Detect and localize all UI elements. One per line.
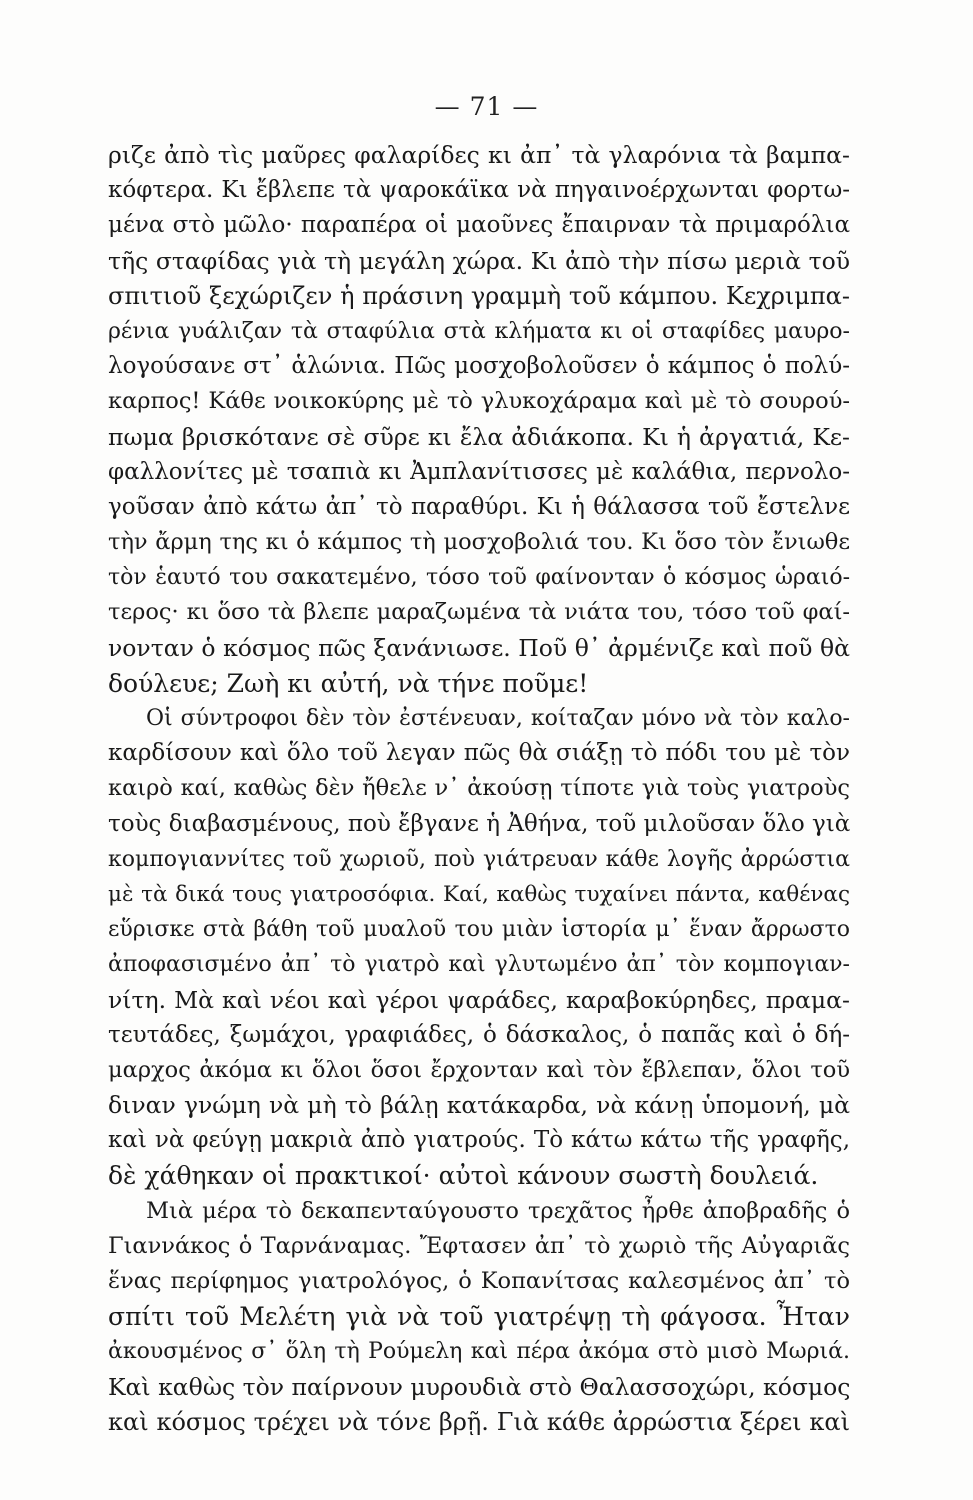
page-number: — 71 — — [434, 92, 539, 121]
text-line: τερος· κι ὅσο τὰ βλεπε μαραζωμένα τὰ νιάτα του, τόσο τοῦ φαί- — [108, 599, 850, 626]
text-line: κομπογιαννίτες τοῦ χωριοῦ, ποὺ γιάτρευαν κάθε λογῆς ἀρρώστια — [108, 846, 850, 872]
text-line: κόφτερα. Κι ἔβλεπε τὰ ψαροκάϊκα νὰ πηγαινοέρχωνται φορτω- — [108, 177, 850, 204]
text-line: καὶ νὰ φεύγῃ μακριὰ ἀπὸ γιατρούς. Τὸ κάτω κάτω τῆς γραφῆς, — [108, 1127, 850, 1154]
text-line: νονταν ὁ κόσμος πῶς ξανάνιωσε. Ποῦ θ᾿ ἀρμένιζε καὶ ποῦ θὰ — [108, 633, 850, 662]
text-line: Μιὰ μέρα τὸ δεκαπενταύγουστο τρεχᾶτος ἦρθε ἀποβραδῆς ὁ — [146, 1197, 850, 1224]
text-line: μαρχος ἀκόμα κι ὅλοι ὅσοι ἔρχονταν καὶ τὸν ἔβλεπαν, ὅλοι τοῦ — [108, 1056, 850, 1083]
text-line: καὶ κόσμος τρέχει νὰ τόνε βρῇ. Γιὰ κάθε ἀρρώστια ξέρει καὶ — [108, 1407, 850, 1436]
body-text — [108, 138, 850, 1440]
text-line: διναν γνώμη νὰ μὴ τὸ βάλῃ κατάκαρδα, νὰ κάνῃ ὑπομονή, μὰ — [108, 1091, 850, 1120]
text-line: ἕνας περίφημος γιατρολόγος, ὁ Κοπανίτσας καλεσμένος ἀπ᾿ τὸ — [108, 1268, 850, 1294]
text-line: τὴν ἄρμη της κι ὁ κάμπος τὴ μοσχοβολιά του. Κι ὅσο τὸν ἔνιωθε — [108, 529, 850, 556]
text-line: καρπος! Κάθε νοικοκύρης μὲ τὸ γλυκοχάραμα καὶ μὲ τὸ σουρού- — [108, 388, 850, 415]
text-line: καρδίσουν καὶ ὅλο τοῦ λεγαν πῶς θὰ σιάξῃ τὸ πόδι του μὲ τὸν — [108, 740, 850, 767]
text-line: μὲ τὰ δικά τους γιατροσόφια. Καί, καθὼς τυχαίνει πάντα, καθένας — [108, 881, 850, 907]
text-line: καιρὸ καί, καθὼς δὲν ἤθελε ν᾿ ἀκούσῃ τίποτε γιὰ τοὺς γιατροὺς — [108, 775, 850, 802]
text-line: τῆς σταφίδας γιὰ τὴ μεγάλη χώρα. Κι ἀπὸ τὴν πίσω μεριὰ τοῦ — [108, 246, 850, 275]
text-line: μένα στὸ μῶλο· παραπέρα οἱ μαοῦνες ἔπαιρναν τὰ πριμαρόλια — [108, 212, 850, 239]
text-line: νίτη. Μὰ καὶ νέοι καὶ γέροι ψαράδες, καραβοκύρηδες, πραμα- — [108, 985, 850, 1014]
text-line: τοὺς διαβασμένους, ποὺ ἔβγανε ἡ Ἀθήνα, τοῦ μιλοῦσαν ὅλο γιὰ — [108, 810, 851, 837]
text-line: ἀποφασισμένο ἀπ᾿ τὸ γιατρὸ καὶ γλυτωμένο ἀπ᾿ τὸν κομπογιαν- — [108, 952, 850, 978]
text-line: Γιαννάκος ὁ Ταρνάναμας. Ἔφτασεν ἀπ᾿ τὸ χωριὸ τῆς Αὐγαριᾶς — [108, 1232, 850, 1259]
text-line: εὕρισκε στὰ βάθη τοῦ μυαλοῦ του μιὰν ἱστορία μ᾿ ἕναν ἄρρωστο — [108, 917, 850, 943]
text-line: φαλλονίτες μὲ τσαπιὰ κι Ἀμπλανίτισσες μὲ καλάθια, περνολο- — [108, 458, 850, 485]
text-line: πωμα βρισκότανε σὲ σῦρε κι ἔλα ἀδιάκοπα. Κι ἡ ἀργατιά, Κε- — [108, 422, 850, 451]
text-line: Καὶ καθὼς τὸν παίρνουν μυρουδιὰ στὸ Θαλασσοχώρι, κόσμος — [108, 1372, 851, 1401]
text-line: τὸν ἑαυτό του σακατεμένο, τόσο τοῦ φαίνονταν ὁ κόσμος ὡραιό- — [108, 565, 850, 591]
text-line: τευτάδες, ξωμάχοι, γραφιάδες, ὁ δάσκαλος, ὁ παπᾶς καὶ ὁ δή- — [108, 1021, 850, 1048]
text-line: δὲ χάθηκαν οἱ πρακτικοί· αὐτοὶ κάνουν σωστὴ δουλειά. — [108, 1161, 819, 1191]
text-line: δούλευε; Ζωὴ κι αὐτή, νὰ τήνε ποῦμε! — [108, 668, 589, 698]
text-line: σπιτιοῦ ξεχώριζεν ἡ πράσινη γραμμὴ τοῦ κάμπου. Κεχριμπα- — [108, 281, 850, 310]
text-line: ριζε ἀπὸ τὶς μαῦρες φαλαρίδες κι ἀπ᾿ τὰ γλαρόνια τὰ βαμπα- — [108, 141, 850, 169]
text-line: γοῦσαν ἀπὸ κάτω ἀπ᾿ τὸ παραθύρι. Κι ἡ θάλασσα τοῦ ἔστελνε — [108, 493, 850, 520]
text-line: ἀκουσμένος σ᾿ ὅλη τὴ Ρούμελη καὶ πέρα ἀκόμα στὸ μισὸ Μωριά. — [108, 1339, 850, 1365]
text-line: λογούσανε στ᾿ ἁλώνια. Πῶς μοσχοβολοῦσεν ὁ κάμπος ὁ πολύ- — [108, 353, 850, 380]
text-line: σπίτι τοῦ Μελέτη γιὰ νὰ τοῦ γιατρέψῃ τὴ φάγοσα. Ἦταν — [108, 1302, 850, 1332]
text-line: Οἱ σύντροφοι δὲν τὸν ἐστένευαν, κοίταζαν μόνο νὰ τὸν καλο- — [146, 706, 850, 731]
text-line: ρένια γυάλιζαν τὰ σταφύλια στὰ κλήματα κι οἱ σταφίδες μαυρο- — [108, 318, 850, 344]
